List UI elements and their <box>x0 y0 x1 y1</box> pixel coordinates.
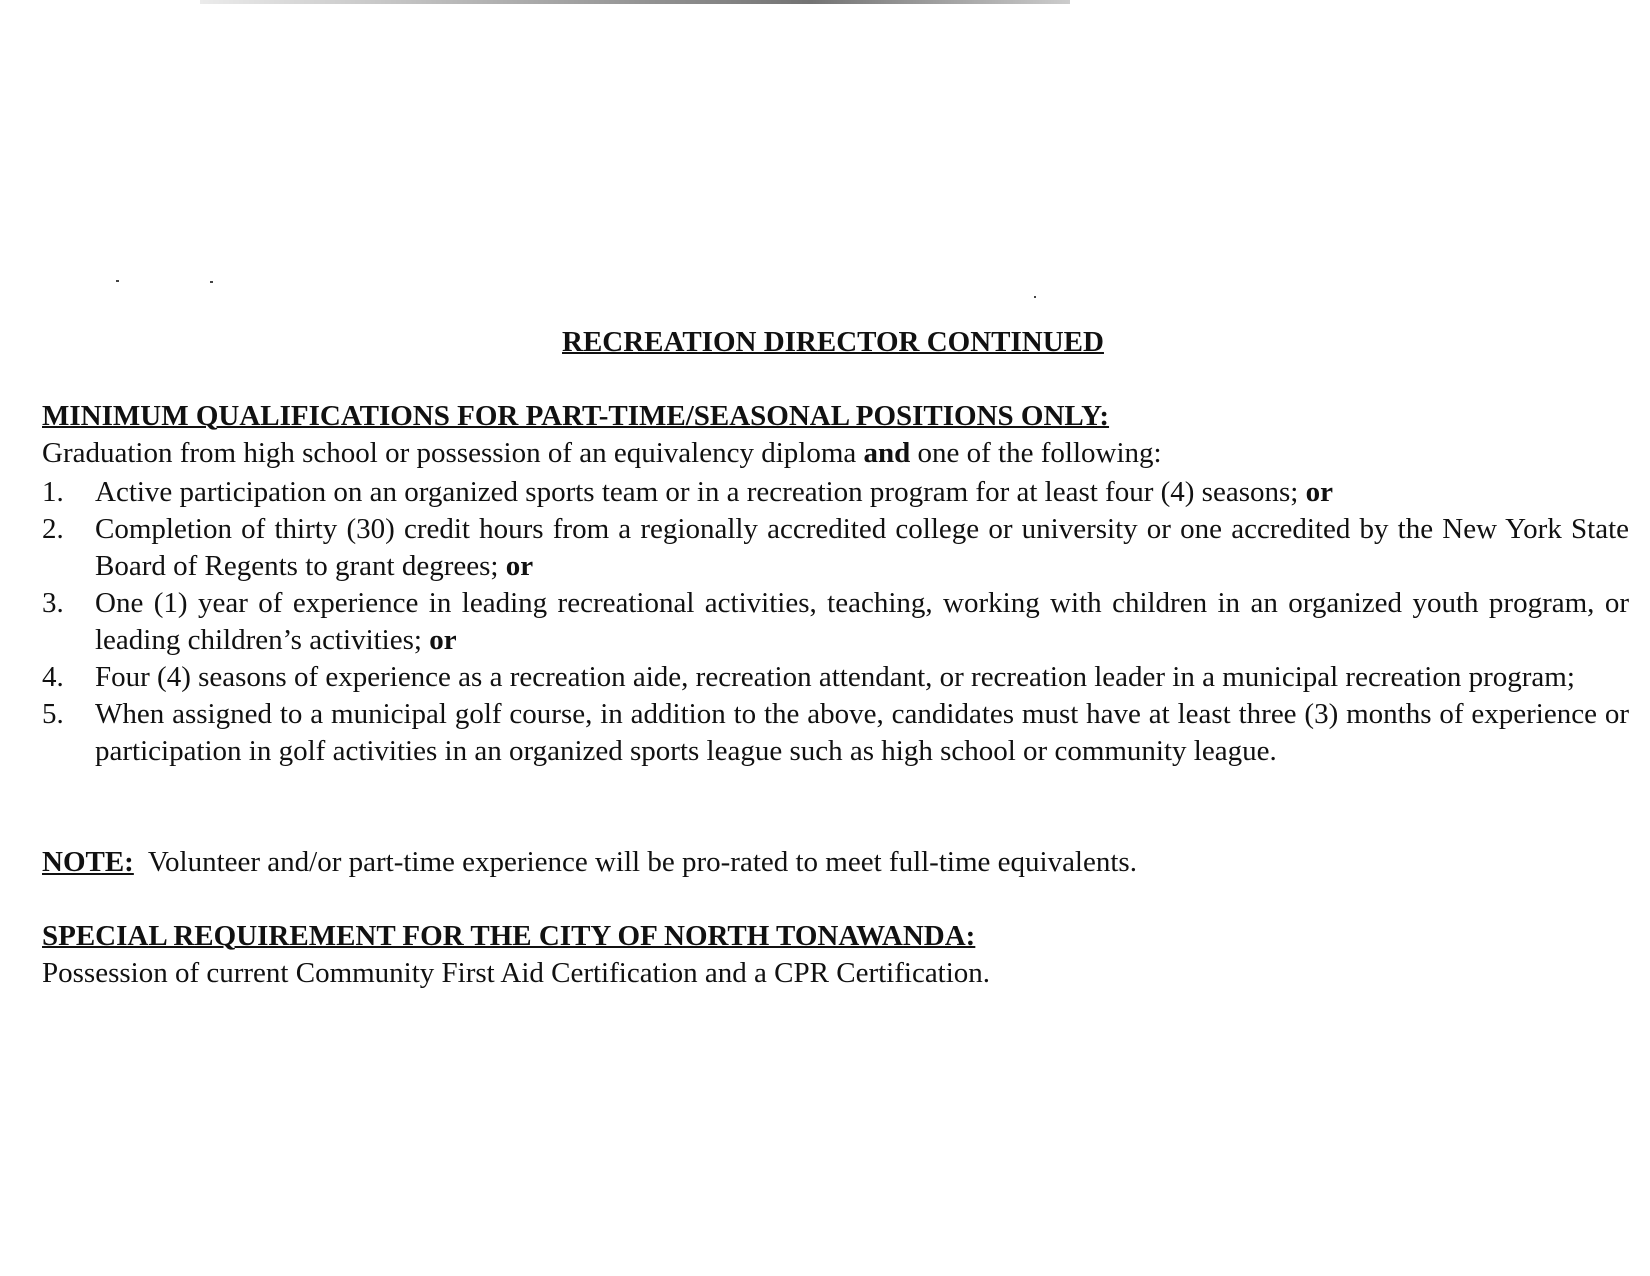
item-number: 1. <box>42 476 64 508</box>
item-text: Completion of thirty (30) credit hours from a regionally accredited college or university or one accredited by the New York State Board of Regents to grant degrees; <box>95 513 1629 582</box>
special-requirement-heading: SPECIAL REQUIREMENT FOR THE CITY OF NORTH TONAWANDA: <box>42 920 976 952</box>
note-paragraph <box>42 846 1137 879</box>
scan-speck <box>210 281 213 283</box>
item-text: When assigned to a municipal golf course, in addition to the above, candidates must have at least three (3) months of experience or participation in golf activities in an organized sports league such as high school or community league. <box>95 698 1629 767</box>
scan-speck <box>116 280 119 282</box>
item-number: 4. <box>42 661 64 693</box>
list-item <box>42 511 1629 585</box>
list-item <box>42 659 1629 696</box>
item-text: One (1) year of experience in leading recreational activities, teaching, working with children in an organized youth program, or leading children’s activities; <box>95 587 1629 656</box>
scan-artifact-line <box>200 0 1070 4</box>
item-text: Four (4) seasons of experience as a recreation aide, recreation attendant, or recreation leader in a municipal recreation program; <box>95 661 1575 693</box>
item-or: or <box>429 624 457 656</box>
intro-text: Graduation from high school or possession of an equivalency diploma <box>42 437 864 469</box>
list-item <box>42 696 1629 770</box>
min-qualifications-heading: MINIMUM QUALIFICATIONS FOR PART-TIME/SEASONAL POSITIONS ONLY: <box>42 400 1110 432</box>
special-requirement-text: Possession of current Community First Aid Certification and a CPR Certification. <box>42 957 991 989</box>
intro-text-end: one of the following: <box>910 437 1162 469</box>
intro-and: and <box>863 437 911 469</box>
qualifications-list <box>42 474 1629 770</box>
item-or: or <box>1305 476 1333 508</box>
note-label: NOTE: <box>42 846 134 878</box>
note-text: Volunteer and/or part-time experience will be pro-rated to meet full-time equivalents. <box>147 846 1137 878</box>
scan-speck <box>1034 296 1036 298</box>
item-text: Active participation on an organized sports team or in a recreation program for at least four (4) seasons; <box>95 476 1306 508</box>
min-qualifications-intro <box>42 437 1162 470</box>
item-number: 5. <box>42 698 64 730</box>
item-number: 3. <box>42 587 64 619</box>
list-item <box>42 474 1629 511</box>
page-title: RECREATION DIRECTOR CONTINUED <box>562 326 1104 358</box>
item-number: 2. <box>42 513 64 545</box>
list-item <box>42 585 1629 659</box>
item-or: or <box>505 550 534 582</box>
